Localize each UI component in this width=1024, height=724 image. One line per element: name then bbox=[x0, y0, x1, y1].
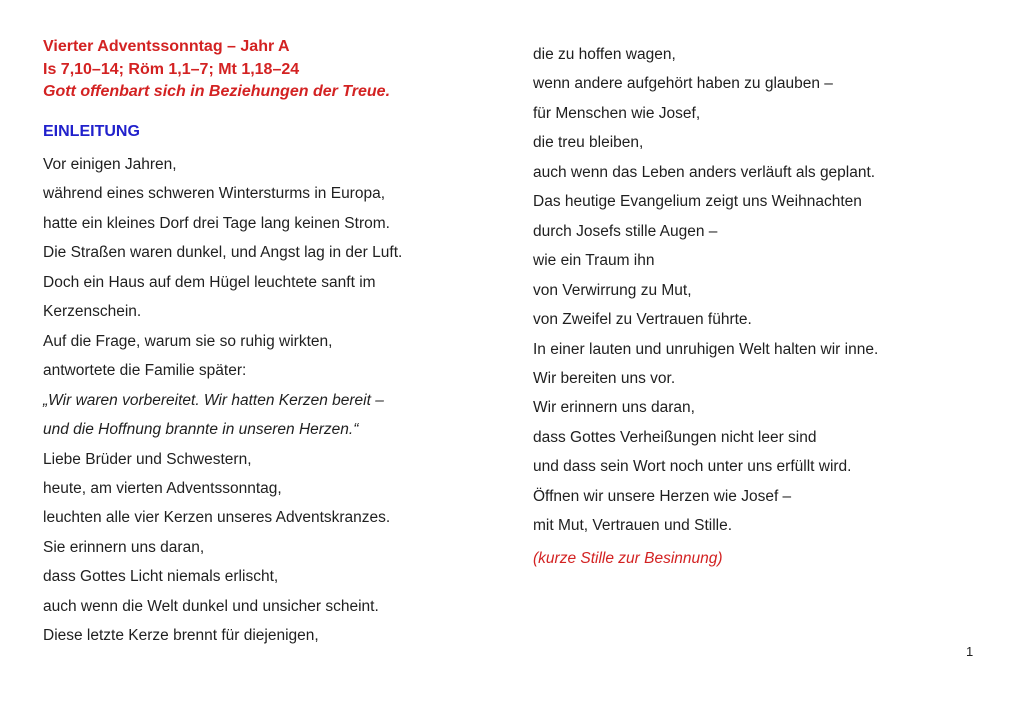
text-line: während eines schweren Wintersturms in Europa, bbox=[43, 185, 386, 203]
text-line: Wir erinnern uns daran, bbox=[533, 399, 695, 417]
left-column-body bbox=[43, 150, 503, 651]
text-line: Vor einigen Jahren, bbox=[43, 156, 177, 173]
text-line: Diese letzte Kerze brennt für diejenigen, bbox=[43, 627, 319, 645]
text-line: Wir bereiten uns vor. bbox=[533, 369, 676, 387]
text-line: Kerzenschein. bbox=[43, 303, 142, 321]
text-line: heute, am vierten Adventssonntag, bbox=[43, 479, 282, 497]
text-line: von Verwirrung zu Mut, bbox=[533, 281, 692, 299]
right-column-body bbox=[533, 40, 1003, 573]
right-column bbox=[533, 40, 1003, 573]
text-line: und dass sein Wort noch unter uns erfüllt wird. bbox=[533, 458, 852, 476]
document-title: Vierter Adventssonntag – Jahr A bbox=[43, 38, 290, 55]
rubric-note: (kurze Stille zur Besinnung) bbox=[533, 549, 723, 567]
text-line: durch Josefs stille Augen – bbox=[533, 222, 718, 240]
text-line: für Menschen wie Josef, bbox=[533, 104, 701, 122]
text-line: hatte ein kleines Dorf drei Tage lang keinen Strom. bbox=[43, 214, 390, 232]
text-line: mit Mut, Vertrauen und Stille. bbox=[533, 517, 733, 535]
text-line-quote: und die Hoffnung brannte in unseren Herzen.“ bbox=[43, 421, 359, 439]
text-line: In einer lauten und unruhigen Welt halten wir inne. bbox=[533, 340, 879, 358]
text-line: Auf die Frage, warum sie so ruhig wirkten, bbox=[43, 332, 333, 350]
text-line: wie ein Traum ihn bbox=[533, 252, 655, 270]
text-line: antwortete die Familie später: bbox=[43, 362, 247, 380]
text-line: Öffnen wir unsere Herzen wie Josef – bbox=[533, 487, 792, 505]
text-line: wenn andere aufgehört haben zu glauben – bbox=[533, 75, 833, 93]
left-column bbox=[43, 36, 503, 651]
document-theme: Gott offenbart sich in Beziehungen der Treue. bbox=[43, 83, 391, 100]
text-line-quote: „Wir waren vorbereitet. Wir hatten Kerzen bereit – bbox=[43, 391, 384, 409]
text-line: die treu bleiben, bbox=[533, 134, 644, 152]
text-line: Liebe Brüder und Schwestern, bbox=[43, 450, 252, 468]
text-line: Das heutige Evangelium zeigt uns Weihnachten bbox=[533, 193, 862, 211]
text-line: leuchten alle vier Kerzen unseres Adventskranzes. bbox=[43, 509, 391, 527]
text-line: dass Gottes Licht niemals erlischt, bbox=[43, 568, 279, 586]
text-line: die zu hoffen wagen, bbox=[533, 46, 676, 63]
text-line: Doch ein Haus auf dem Hügel leuchtete sanft im bbox=[43, 273, 376, 291]
text-line: Sie erinnern uns daran, bbox=[43, 538, 205, 556]
text-line: von Zweifel zu Vertrauen führte. bbox=[533, 311, 752, 329]
text-line: Die Straßen waren dunkel, und Angst lag in der Luft. bbox=[43, 244, 403, 262]
text-line: auch wenn die Welt dunkel und unsicher scheint. bbox=[43, 597, 379, 615]
page-number: 1 bbox=[966, 644, 974, 659]
text-line: auch wenn das Leben anders verläuft als geplant. bbox=[533, 163, 876, 181]
document-readings: Is 7,10–14; Röm 1,1–7; Mt 1,18–24 bbox=[43, 60, 300, 78]
section-heading-einleitung: EINLEITUNG bbox=[43, 122, 140, 140]
text-line: dass Gottes Verheißungen nicht leer sind bbox=[533, 428, 817, 446]
